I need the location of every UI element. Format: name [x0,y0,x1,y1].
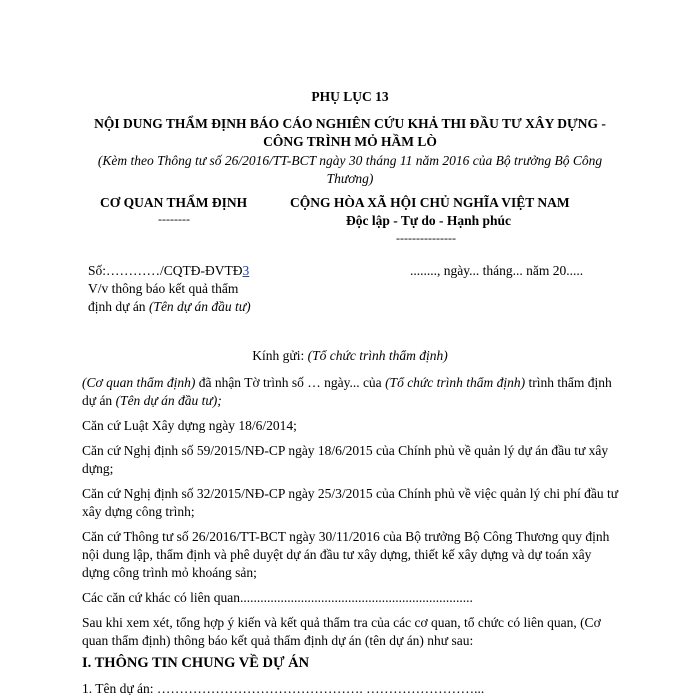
subject-project-name: (Tên dự án đầu tư) [148,299,251,314]
intro-agency: (Cơ quan thẩm định) [82,375,196,390]
conclusion-paragraph: Sau khi xem xét, tổng hợp ý kiến và kết quả thẩm tra của các cơ quan, tổ chức có liên quan, (Cơ quan thẩm định) thông báo kết quả thẩm định dự án (tên dự án) như sau: [82,615,601,648]
basis-paragraph-decree-32: Căn cứ Nghị định số 32/2015/NĐ-CP ngày 25/3/2015 của Chính phủ về việc quản lý chi phí đầu tư xây dựng công trình; [82,486,619,519]
basis-paragraph-other: Các căn cứ khác có liên quan..................................................................... [82,590,473,605]
subject-line-2 [88,299,251,315]
motto-divider: --------------- [396,231,456,245]
document-title-line-1: NỘI DUNG THẨM ĐỊNH BÁO CÁO NGHIÊN CỨU KHẢ THI ĐẦU TƯ XÂY DỰNG - [94,116,606,131]
footnote-link[interactable]: 3 [242,263,250,278]
appendix-title: PHỤ LỤC 13 [311,89,389,104]
reference-number [88,263,249,279]
republic-heading: CỘNG HÒA XÃ HỘI CHỦ NGHĨA VIỆT NAM [290,195,570,210]
intro-project: (Tên dự án đầu tư); [115,393,222,408]
intro-text-tail: trình thẩm định dự án [82,375,612,408]
section-heading: I. THÔNG TIN CHUNG VỀ DỰ ÁN [82,655,310,671]
intro-paragraph [82,374,622,410]
agency-divider: -------- [158,212,190,226]
project-name-item: 1. Tên dự án: ………………………………………. ……………………... [82,681,485,696]
reference-number-text: Số:…………/CQTĐ-ĐVTĐ [88,263,243,278]
intro-organization: (Tổ chức trình thẩm định) [385,375,526,390]
intro-text: đã nhận Tờ trình số … ngày... của [195,375,386,390]
salutation [0,348,700,364]
date-line: ........, ngày... tháng... năm 20..... [410,263,584,278]
subject-line-1: V/v thông báo kết quả thẩm [88,281,239,296]
document-title-line-2: CÔNG TRÌNH MỎ HẦM LÒ [263,134,437,149]
salutation-recipient: (Tổ chức trình thẩm định) [307,348,448,363]
document-subtitle: (Kèm theo Thông tư số 26/2016/TT-BCT ngày 30 tháng 11 năm 2016 của Bộ trưởng Bộ Công Thương) [97,153,603,186]
national-motto: Độc lập - Tự do - Hạnh phúc [346,213,512,228]
basis-paragraph-law: Căn cứ Luật Xây dựng ngày 18/6/2014; [82,418,297,433]
basis-paragraph-circular: Căn cứ Thông tư số 26/2016/TT-BCT ngày 30/11/2016 của Bộ trưởng Bộ Công Thương quy định nội dung lập, thẩm định và phê duyệt dự án đầu tư xây dựng, thiết kế xây dựng và dự toán xây dựng công trình mỏ khoáng sản; [82,529,610,580]
agency-name: CƠ QUAN THẨM ĐỊNH [100,195,248,210]
basis-paragraph-decree-59: Căn cứ Nghị định số 59/2015/NĐ-CP ngày 18/6/2015 của Chính phủ về quản lý dự án đầu tư xây dựng; [82,443,609,476]
subject-text: định dự án [88,299,149,314]
salutation-prefix: Kính gửi: [252,348,308,363]
